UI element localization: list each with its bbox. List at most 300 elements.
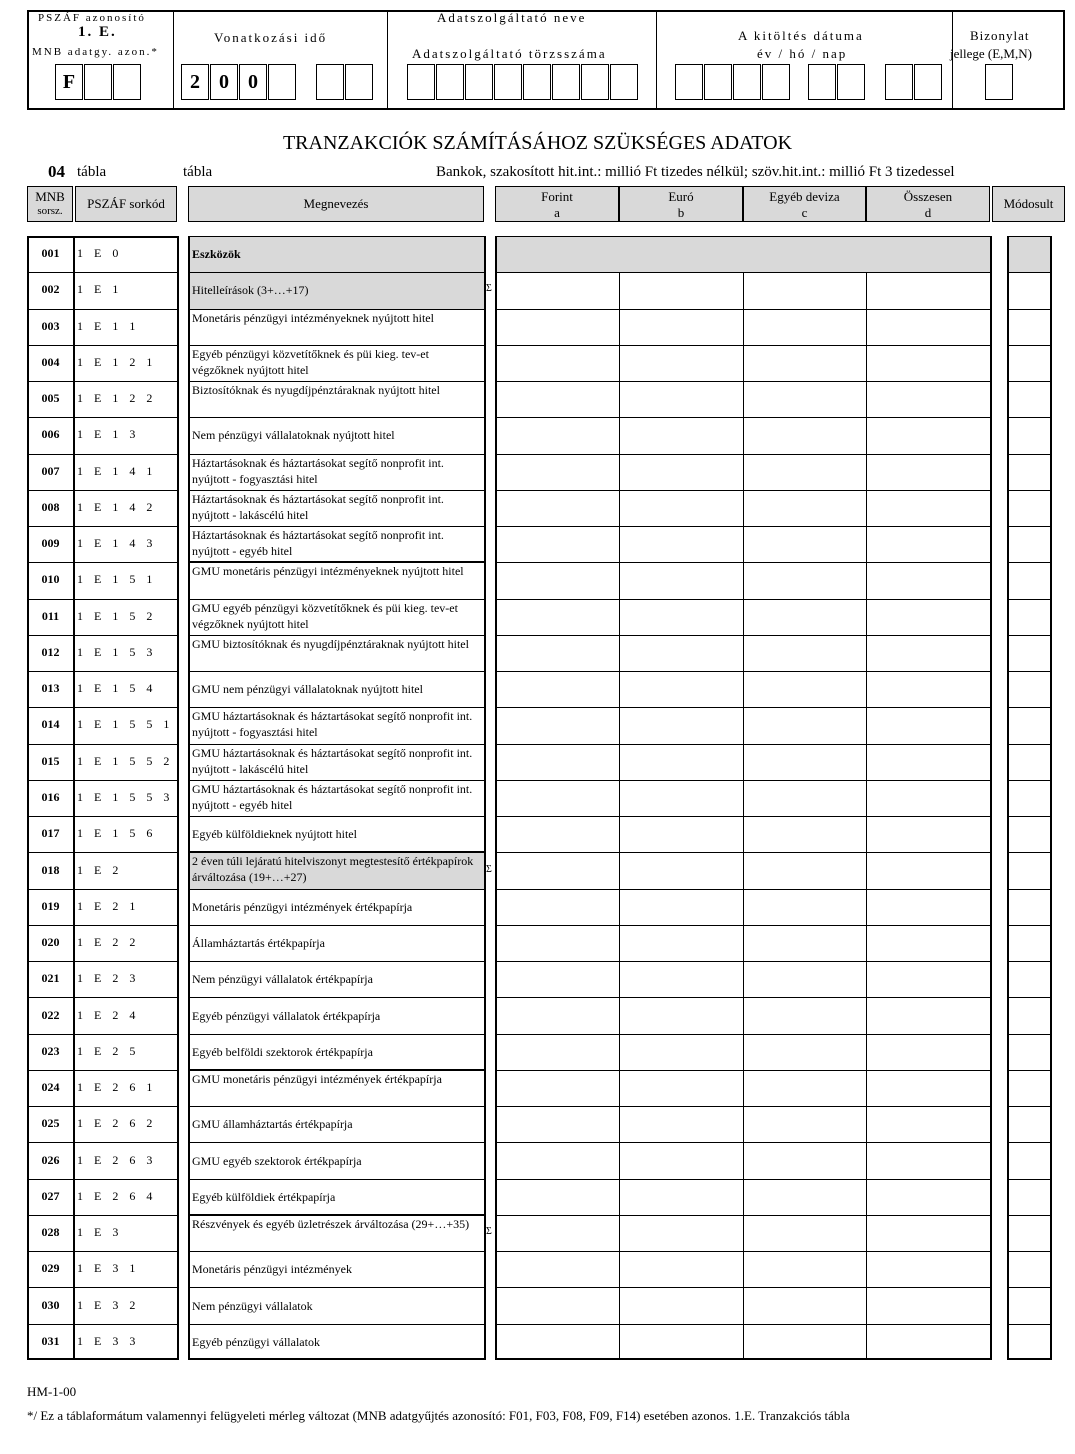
value-input-cell[interactable] bbox=[868, 782, 986, 814]
row-pszaf-code: 1 E 2 6 3 bbox=[77, 1152, 157, 1167]
row-divider bbox=[495, 345, 992, 346]
value-input-cell[interactable] bbox=[497, 1108, 615, 1140]
modified-input-cell[interactable] bbox=[1009, 564, 1049, 596]
value-input-cell[interactable] bbox=[745, 528, 863, 560]
value-input-cell[interactable] bbox=[868, 891, 986, 923]
row-divider bbox=[1007, 1070, 1052, 1071]
input-cell[interactable] bbox=[610, 64, 638, 100]
row-name: Egyéb külföldieknek nyújtott hitel bbox=[192, 827, 357, 842]
row-pszaf-code: 1 E 2 3 bbox=[77, 971, 140, 986]
row-divider bbox=[1007, 1324, 1052, 1325]
header-divider bbox=[387, 10, 388, 110]
input-cell[interactable] bbox=[345, 64, 373, 100]
input-cell[interactable] bbox=[494, 64, 522, 100]
col-total-header: Összesen d bbox=[866, 186, 990, 222]
row-mnb-number: 015 bbox=[41, 753, 60, 768]
input-cell[interactable] bbox=[113, 64, 141, 100]
row-divider bbox=[188, 417, 486, 418]
input-cell[interactable] bbox=[316, 64, 344, 100]
row-name: GMU háztartásoknak és háztartásokat segítő nonprofit int. nyújtott - fogyasztási hitel bbox=[192, 709, 473, 740]
row-name: Monetáris pénzügyi intézmények bbox=[192, 1262, 352, 1277]
value-input-cell[interactable] bbox=[621, 637, 739, 669]
value-input-cell[interactable] bbox=[745, 927, 863, 959]
value-input-cell[interactable] bbox=[497, 999, 615, 1031]
value-input-cell[interactable] bbox=[745, 782, 863, 814]
row-mnb-number: 009 bbox=[41, 536, 60, 551]
row-divider bbox=[73, 272, 179, 273]
modified-input-cell[interactable] bbox=[1009, 963, 1049, 995]
value-input-cell[interactable] bbox=[745, 1072, 863, 1104]
value-input-cell[interactable] bbox=[868, 492, 986, 524]
value-input-cell[interactable] bbox=[497, 963, 615, 995]
modified-input-cell[interactable] bbox=[1009, 854, 1049, 886]
modified-input-cell[interactable] bbox=[1009, 1289, 1049, 1321]
value-input-cell[interactable] bbox=[868, 854, 986, 886]
value-input-cell[interactable] bbox=[745, 311, 863, 343]
input-cell[interactable] bbox=[407, 64, 435, 100]
row-divider bbox=[73, 671, 179, 672]
value-input-cell[interactable] bbox=[497, 637, 615, 669]
row-divider bbox=[1007, 309, 1052, 310]
fill-date-sub-label: év / hó / nap bbox=[757, 46, 848, 61]
value-input-cell[interactable] bbox=[621, 492, 739, 524]
value-input-cell[interactable] bbox=[497, 1289, 615, 1321]
value-input-cell[interactable] bbox=[621, 818, 739, 850]
value-input-cell[interactable] bbox=[621, 999, 739, 1031]
value-input-cell[interactable] bbox=[621, 891, 739, 923]
col-pszaf-header: PSZÁF sorkód bbox=[75, 186, 177, 222]
input-cell[interactable] bbox=[885, 64, 913, 100]
value-input-cell[interactable] bbox=[868, 818, 986, 850]
row-divider bbox=[73, 1179, 179, 1180]
input-cell[interactable]: 0 bbox=[210, 64, 238, 100]
value-input-cell[interactable] bbox=[621, 854, 739, 886]
row-divider bbox=[73, 816, 179, 817]
value-input-cell[interactable] bbox=[621, 1217, 739, 1249]
value-input-cell[interactable] bbox=[621, 311, 739, 343]
row-divider bbox=[73, 345, 179, 346]
row-pszaf-code: 1 E 2 5 bbox=[77, 1043, 140, 1058]
column-divider bbox=[743, 236, 744, 1360]
row-divider bbox=[495, 1034, 992, 1035]
value-input-cell[interactable] bbox=[868, 637, 986, 669]
col-euro-header: Euró b bbox=[619, 186, 743, 222]
modified-input-cell[interactable] bbox=[1009, 891, 1049, 923]
input-cell[interactable]: F bbox=[55, 64, 83, 100]
value-input-cell[interactable] bbox=[868, 673, 986, 705]
row-divider bbox=[1007, 1215, 1052, 1216]
row-divider bbox=[73, 1251, 179, 1252]
row-divider bbox=[495, 599, 992, 600]
modified-input-cell[interactable] bbox=[1009, 1036, 1049, 1068]
value-input-cell[interactable] bbox=[621, 927, 739, 959]
value-input-cell[interactable] bbox=[868, 709, 986, 741]
value-input-cell[interactable] bbox=[745, 274, 863, 306]
row-name: Nem pénzügyi vállalatoknak nyújtott hitel bbox=[192, 428, 395, 443]
row-divider bbox=[27, 272, 75, 273]
value-input-cell[interactable] bbox=[497, 419, 615, 451]
input-cell[interactable]: 0 bbox=[239, 64, 267, 100]
value-input-cell[interactable] bbox=[868, 746, 986, 778]
row-name: Háztartásoknak és háztartásokat segítő nonprofit int. nyújtott - lakáscélú hitel bbox=[192, 491, 444, 522]
value-input-cell[interactable] bbox=[621, 1326, 739, 1358]
row-divider bbox=[495, 744, 992, 745]
value-input-cell[interactable] bbox=[621, 383, 739, 415]
row-divider bbox=[495, 780, 992, 781]
row-divider bbox=[1007, 997, 1052, 998]
value-input-cell[interactable] bbox=[868, 311, 986, 343]
value-input-cell[interactable] bbox=[745, 1108, 863, 1140]
value-input-cell[interactable] bbox=[497, 1036, 615, 1068]
value-input-cell[interactable] bbox=[745, 1181, 863, 1213]
row-divider bbox=[1007, 925, 1052, 926]
value-input-cell[interactable] bbox=[745, 419, 863, 451]
row-divider bbox=[188, 1142, 486, 1143]
value-input-cell[interactable] bbox=[621, 274, 739, 306]
modified-input-cell[interactable] bbox=[1009, 1253, 1049, 1285]
modified-input-cell[interactable] bbox=[1009, 456, 1049, 488]
value-input-cell[interactable] bbox=[621, 419, 739, 451]
value-input-cell[interactable] bbox=[621, 1253, 739, 1285]
input-cell[interactable] bbox=[436, 64, 464, 100]
table-word: tábla bbox=[183, 164, 213, 180]
row-pszaf-code: 1 E 1 4 1 bbox=[77, 463, 157, 478]
value-input-cell[interactable] bbox=[621, 782, 739, 814]
value-input-cell[interactable] bbox=[621, 746, 739, 778]
input-cell[interactable]: 2 bbox=[181, 64, 209, 100]
value-input-cell[interactable] bbox=[868, 1326, 986, 1358]
row-divider bbox=[27, 1106, 75, 1107]
row-name: GMU egyéb szektorok értékpapírja bbox=[192, 1153, 362, 1168]
value-input-cell[interactable] bbox=[868, 999, 986, 1031]
row-divider bbox=[1007, 1179, 1052, 1180]
value-input-cell[interactable] bbox=[745, 637, 863, 669]
row-mnb-number: 007 bbox=[41, 463, 60, 478]
value-input-cell[interactable] bbox=[497, 1326, 615, 1358]
value-input-cell[interactable] bbox=[745, 818, 863, 850]
value-input-cell[interactable] bbox=[868, 1181, 986, 1213]
row-divider bbox=[27, 925, 75, 926]
row-pszaf-code: 1 E 3 1 bbox=[77, 1261, 140, 1276]
value-input-cell[interactable] bbox=[621, 456, 739, 488]
row-divider bbox=[27, 1070, 75, 1071]
value-input-cell[interactable] bbox=[745, 1036, 863, 1068]
row-divider bbox=[495, 1251, 992, 1252]
row-name: Egyéb pénzügyi vállalatok értékpapírja bbox=[192, 1008, 381, 1023]
value-input-cell[interactable] bbox=[621, 1181, 739, 1213]
value-input-cell[interactable] bbox=[868, 1289, 986, 1321]
value-input-cell[interactable] bbox=[497, 927, 615, 959]
row-divider bbox=[1007, 1251, 1052, 1252]
input-cell[interactable] bbox=[837, 64, 865, 100]
modified-input-cell[interactable] bbox=[1009, 1072, 1049, 1104]
value-input-cell[interactable] bbox=[621, 564, 739, 596]
value-input-cell[interactable] bbox=[621, 673, 739, 705]
value-input-cell[interactable] bbox=[745, 746, 863, 778]
value-input-cell[interactable] bbox=[497, 383, 615, 415]
modified-input-cell[interactable] bbox=[1009, 274, 1049, 306]
row-name: Egyéb belföldi szektorok értékpapírja bbox=[192, 1044, 373, 1059]
row-name: Monetáris pénzügyi intézményeknek nyújtott hitel bbox=[192, 310, 434, 325]
row-name: GMU monetáris pénzügyi intézményeknek nyújtott hitel bbox=[192, 564, 464, 579]
value-input-cell[interactable] bbox=[868, 528, 986, 560]
value-input-cell[interactable] bbox=[868, 274, 986, 306]
input-cell[interactable] bbox=[581, 64, 609, 100]
value-input-cell[interactable] bbox=[868, 419, 986, 451]
row-divider bbox=[73, 454, 179, 455]
modified-input-cell[interactable] bbox=[1009, 673, 1049, 705]
value-input-cell[interactable] bbox=[621, 963, 739, 995]
row-divider bbox=[1007, 1106, 1052, 1107]
row-name: Monetáris pénzügyi intézmények értékpapírja bbox=[192, 899, 413, 914]
row-divider bbox=[188, 816, 486, 817]
row-divider bbox=[27, 635, 75, 636]
modified-input-cell[interactable] bbox=[1009, 1108, 1049, 1140]
value-input-cell[interactable] bbox=[745, 601, 863, 633]
row-divider bbox=[27, 490, 75, 491]
value-input-cell[interactable] bbox=[497, 746, 615, 778]
value-input-cell[interactable] bbox=[868, 1072, 986, 1104]
provider-reg-label: Adatszolgáltató törzsszáma bbox=[412, 46, 607, 61]
value-input-cell[interactable] bbox=[868, 347, 986, 379]
value-input-cell[interactable] bbox=[868, 601, 986, 633]
col-forint-header: Forint a bbox=[495, 186, 619, 222]
row-pszaf-code: 1 E 1 bbox=[77, 282, 123, 297]
value-input-cell[interactable] bbox=[497, 782, 615, 814]
value-input-cell[interactable] bbox=[497, 709, 615, 741]
row-pszaf-code: 1 E 1 5 2 bbox=[77, 608, 157, 623]
value-input-cell[interactable] bbox=[497, 528, 615, 560]
value-input-cell[interactable] bbox=[621, 1289, 739, 1321]
value-input-cell[interactable] bbox=[745, 383, 863, 415]
value-input-cell[interactable] bbox=[868, 1253, 986, 1285]
row-name: GMU államháztartás értékpapírja bbox=[192, 1117, 353, 1132]
value-input-cell[interactable] bbox=[868, 963, 986, 995]
row-divider bbox=[495, 671, 992, 672]
row-divider bbox=[188, 671, 486, 672]
row-pszaf-code: 1 E 1 2 1 bbox=[77, 354, 157, 369]
row-mnb-number: 030 bbox=[41, 1297, 60, 1312]
value-input-cell[interactable] bbox=[745, 891, 863, 923]
row-name: Háztartásoknak és háztartásokat segítő nonprofit int. nyújtott - egyéb hitel bbox=[192, 528, 444, 559]
row-divider bbox=[1007, 780, 1052, 781]
modified-input-cell[interactable] bbox=[1009, 1181, 1049, 1213]
value-input-cell[interactable] bbox=[497, 818, 615, 850]
row-divider bbox=[495, 1142, 992, 1143]
modified-input-cell[interactable] bbox=[1009, 709, 1049, 741]
footer-note: */ Ez a táblaformátum valamennyi felügyeleti mérleg változat (MNB adatgyűjtés azonosító: F01, F03, F08, F09, F14) esetében azonos. 1.E. Tranzakciós tábla bbox=[27, 1408, 850, 1423]
value-input-cell[interactable] bbox=[621, 601, 739, 633]
row-divider bbox=[27, 744, 75, 745]
row-mnb-number: 010 bbox=[41, 572, 60, 587]
value-input-cell[interactable] bbox=[621, 709, 739, 741]
value-input-cell[interactable] bbox=[497, 311, 615, 343]
value-input-cell[interactable] bbox=[745, 347, 863, 379]
row-divider bbox=[27, 1287, 75, 1288]
sum-icon: Σ bbox=[486, 283, 492, 295]
value-input-cell[interactable] bbox=[745, 963, 863, 995]
value-input-cell[interactable] bbox=[868, 1144, 986, 1176]
modified-input-cell[interactable] bbox=[1009, 347, 1049, 379]
row-divider bbox=[73, 744, 179, 745]
value-input-cell[interactable] bbox=[868, 1036, 986, 1068]
row-mnb-number: 016 bbox=[41, 790, 60, 804]
row-divider bbox=[1007, 454, 1052, 455]
row-name: GMU háztartásoknak és háztartásokat segítő nonprofit int. nyújtott - lakáscélú hitel bbox=[192, 745, 473, 776]
input-cell[interactable] bbox=[704, 64, 732, 100]
row-divider bbox=[188, 272, 486, 273]
modified-input-cell[interactable] bbox=[1009, 383, 1049, 415]
value-input-cell[interactable] bbox=[497, 1072, 615, 1104]
row-divider bbox=[495, 997, 992, 998]
value-input-cell[interactable] bbox=[745, 456, 863, 488]
value-input-cell[interactable] bbox=[621, 528, 739, 560]
row-divider bbox=[1007, 1034, 1052, 1035]
value-input-cell[interactable] bbox=[745, 1253, 863, 1285]
value-input-cell[interactable] bbox=[497, 601, 615, 633]
modified-input-cell[interactable] bbox=[1009, 311, 1049, 343]
value-input-cell[interactable] bbox=[497, 492, 615, 524]
value-input-cell[interactable] bbox=[745, 1144, 863, 1176]
value-input-cell[interactable] bbox=[868, 1108, 986, 1140]
modified-input-cell[interactable] bbox=[1009, 492, 1049, 524]
doc-type-cell[interactable] bbox=[985, 64, 1013, 100]
row-divider bbox=[73, 599, 179, 600]
row-divider bbox=[188, 997, 486, 998]
sum-icon: Σ bbox=[486, 863, 492, 875]
value-input-cell[interactable] bbox=[497, 673, 615, 705]
row-divider bbox=[1007, 599, 1052, 600]
row-divider bbox=[495, 1215, 992, 1216]
doc-type-sub-label: jellege (E,M,N) bbox=[950, 46, 1032, 61]
row-mnb-number: 029 bbox=[41, 1261, 60, 1276]
input-cell[interactable] bbox=[523, 64, 551, 100]
row-mnb-number: 027 bbox=[41, 1188, 60, 1203]
value-input-cell[interactable] bbox=[868, 1217, 986, 1249]
value-input-cell[interactable] bbox=[621, 1144, 739, 1176]
row-pszaf-code: 1 E 1 1 bbox=[77, 318, 140, 333]
row-mnb-number: 011 bbox=[41, 608, 60, 623]
value-input-cell[interactable] bbox=[745, 1217, 863, 1249]
row-divider bbox=[1007, 526, 1052, 527]
value-input-cell[interactable] bbox=[868, 564, 986, 596]
input-cell[interactable] bbox=[268, 64, 296, 100]
value-input-cell[interactable] bbox=[868, 383, 986, 415]
modified-input-cell[interactable] bbox=[1009, 999, 1049, 1031]
row-name: GMU nem pénzügyi vállalatoknak nyújtott hitel bbox=[192, 682, 423, 697]
row-mnb-number: 025 bbox=[41, 1116, 60, 1131]
row-divider bbox=[188, 961, 486, 962]
value-input-cell[interactable] bbox=[497, 1181, 615, 1213]
value-input-cell[interactable] bbox=[621, 347, 739, 379]
row-pszaf-code: 1 E 1 5 5 1 bbox=[77, 717, 174, 732]
value-input-cell[interactable] bbox=[497, 854, 615, 886]
value-input-cell[interactable] bbox=[621, 1108, 739, 1140]
row-divider bbox=[73, 925, 179, 926]
value-input-cell[interactable] bbox=[497, 1144, 615, 1176]
value-input-cell[interactable] bbox=[745, 564, 863, 596]
row-divider bbox=[1007, 671, 1052, 672]
value-input-cell[interactable] bbox=[868, 456, 986, 488]
row-divider bbox=[27, 780, 75, 781]
value-input-cell[interactable] bbox=[745, 854, 863, 886]
input-cell[interactable] bbox=[465, 64, 493, 100]
modified-input-cell[interactable] bbox=[1009, 1217, 1049, 1249]
input-cell[interactable] bbox=[552, 64, 580, 100]
input-cell[interactable] bbox=[914, 64, 942, 100]
value-input-cell[interactable] bbox=[497, 1217, 615, 1249]
row-mnb-number: 020 bbox=[41, 935, 60, 950]
row-shade bbox=[1009, 237, 1050, 272]
row-divider bbox=[495, 526, 992, 527]
row-divider bbox=[495, 1287, 992, 1288]
row-divider bbox=[495, 961, 992, 962]
input-cell[interactable] bbox=[84, 64, 112, 100]
input-cell[interactable] bbox=[733, 64, 761, 100]
input-cell[interactable] bbox=[675, 64, 703, 100]
modified-input-cell[interactable] bbox=[1009, 1326, 1049, 1358]
row-divider bbox=[73, 417, 179, 418]
row-divider bbox=[73, 707, 179, 708]
value-input-cell[interactable] bbox=[497, 1253, 615, 1285]
modified-input-cell[interactable] bbox=[1009, 818, 1049, 850]
value-input-cell[interactable] bbox=[868, 927, 986, 959]
sum-icon: Σ bbox=[486, 1226, 492, 1238]
ref-time-label: Vonatkozási idő bbox=[214, 30, 328, 45]
row-divider bbox=[1007, 272, 1052, 273]
row-divider bbox=[495, 816, 992, 817]
row-divider bbox=[495, 309, 992, 310]
value-input-cell[interactable] bbox=[745, 673, 863, 705]
modified-input-cell[interactable] bbox=[1009, 637, 1049, 669]
row-divider bbox=[495, 1324, 992, 1325]
input-cell[interactable] bbox=[808, 64, 836, 100]
modified-input-cell[interactable] bbox=[1009, 528, 1049, 560]
value-input-cell[interactable] bbox=[621, 1036, 739, 1068]
value-input-cell[interactable] bbox=[621, 1072, 739, 1104]
modified-input-cell[interactable] bbox=[1009, 746, 1049, 778]
value-input-cell[interactable] bbox=[497, 347, 615, 379]
row-divider bbox=[188, 1106, 486, 1107]
value-input-cell[interactable] bbox=[497, 456, 615, 488]
modified-input-cell[interactable] bbox=[1009, 927, 1049, 959]
row-divider bbox=[73, 1070, 179, 1071]
row-divider bbox=[495, 490, 992, 491]
value-input-cell[interactable] bbox=[745, 999, 863, 1031]
row-mnb-number: 012 bbox=[41, 644, 60, 659]
value-input-cell[interactable] bbox=[745, 492, 863, 524]
doc-type-label: Bizonylat bbox=[970, 28, 1030, 43]
header-divider bbox=[173, 10, 174, 110]
input-cell[interactable] bbox=[762, 64, 790, 100]
row-divider bbox=[495, 454, 992, 455]
value-input-cell[interactable] bbox=[745, 1289, 863, 1321]
modified-input-cell[interactable] bbox=[1009, 1144, 1049, 1176]
value-input-cell[interactable] bbox=[497, 564, 615, 596]
value-input-cell[interactable] bbox=[497, 891, 615, 923]
modified-input-cell[interactable] bbox=[1009, 601, 1049, 633]
modified-input-cell[interactable] bbox=[1009, 419, 1049, 451]
modified-input-cell[interactable] bbox=[1009, 782, 1049, 814]
row-mnb-number: 028 bbox=[41, 1225, 60, 1240]
row-divider bbox=[495, 852, 992, 853]
value-input-cell[interactable] bbox=[497, 274, 615, 306]
row-divider bbox=[188, 1034, 486, 1035]
row-divider bbox=[27, 381, 75, 382]
value-input-cell[interactable] bbox=[745, 709, 863, 741]
value-input-cell[interactable] bbox=[745, 1326, 863, 1358]
unit-note: Bankok, szakosított hit.int.: millió Ft tizedes nélkül; szöv.hit.int.: millió Ft 3 tizedessel bbox=[436, 164, 955, 180]
